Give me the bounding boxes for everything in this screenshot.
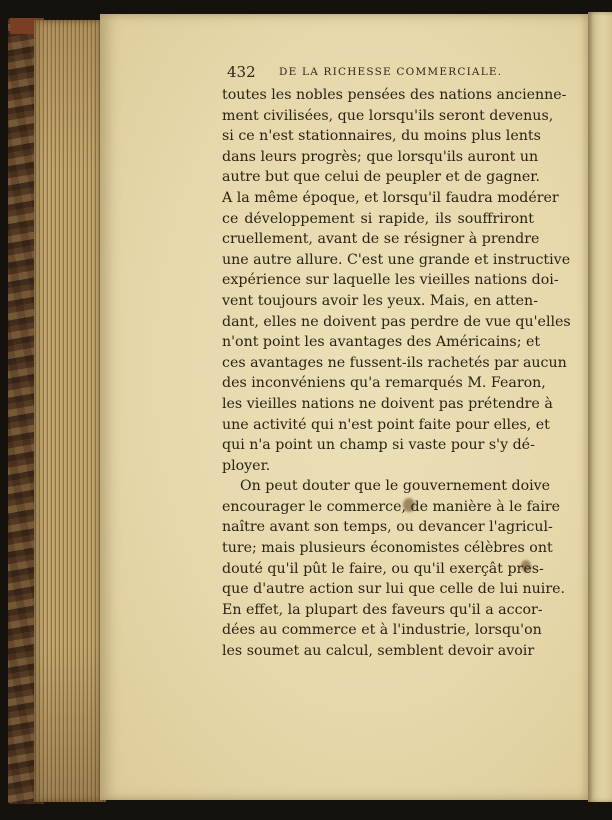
text-line: toutes les nobles pensées des nations ancienne- [222, 87, 567, 103]
page-edges [34, 20, 106, 802]
text-line: cruellement, avant de se résigner à prendre [222, 231, 540, 248]
text-line: dant, elles ne doivent pas perdre de vue qu'elles [222, 313, 571, 330]
text-line: encourager le commerce, de manière à le faire [222, 498, 561, 515]
text-line: les vieilles nations ne doivent pas prétendre à [222, 395, 553, 412]
text-line: autre but que celui de peupler et de gagner. [222, 169, 540, 186]
text-line: A la même époque, et lorsqu'il faudra modérer [222, 189, 559, 206]
text-line: ployer. [222, 457, 271, 474]
text-line: si ce n'est stationnaires, du moins plus lents [222, 128, 541, 145]
text-line: dées au commerce et à l'industrie, lorsqu'on [222, 622, 542, 639]
text-line: ce développement si rapide, ils souffriront [222, 210, 534, 227]
text-line: dans leurs progrès; que lorsqu'ils auront un [222, 148, 539, 165]
text-line: ture; mais plusieurs économistes célèbres ont [222, 540, 553, 557]
text-line: douté qu'il pût le faire, ou qu'il exerçât pres- [222, 560, 544, 577]
running-head [227, 63, 547, 83]
text-line: que d'autre action sur lui que celle de lui nuire. [222, 581, 566, 598]
running-title: DE LA RICHESSE COMMERCIALE. [279, 66, 503, 78]
facing-page-edge [588, 12, 612, 802]
text-line: une activité qui n'est point faite pour elles, et [222, 416, 550, 433]
page-number: 432 [227, 63, 256, 81]
text-line: les soumet au calcul, semblent devoir avoir [222, 643, 535, 660]
text-line: ces avantages ne fussent-ils rachetés par aucun [222, 354, 567, 371]
text-line: expérience sur laquelle les vieilles nations doi- [222, 272, 559, 289]
text-line: On peut douter que le gouvernement doive [240, 478, 551, 495]
text-line: une autre allure. C'est une grande et instructive [222, 251, 571, 268]
text-line: naître avant son temps, ou devancer l'agricul- [222, 519, 553, 536]
text-line: ment civilisées, que lorsqu'ils seront devenus, [222, 107, 554, 124]
text-line: vent toujours avoir les yeux. Mais, en atten- [222, 292, 538, 309]
text-line: des inconvéniens qu'a remarqués M. Fearon, [222, 375, 546, 392]
text-line: En effet, la plupart des faveurs qu'il a accor- [222, 601, 543, 618]
text-line: qui n'a point un champ si vaste pour s'y dé- [222, 437, 535, 454]
body-text [222, 85, 571, 662]
text-line: n'ont point les avantages des Américains; et [222, 334, 541, 351]
